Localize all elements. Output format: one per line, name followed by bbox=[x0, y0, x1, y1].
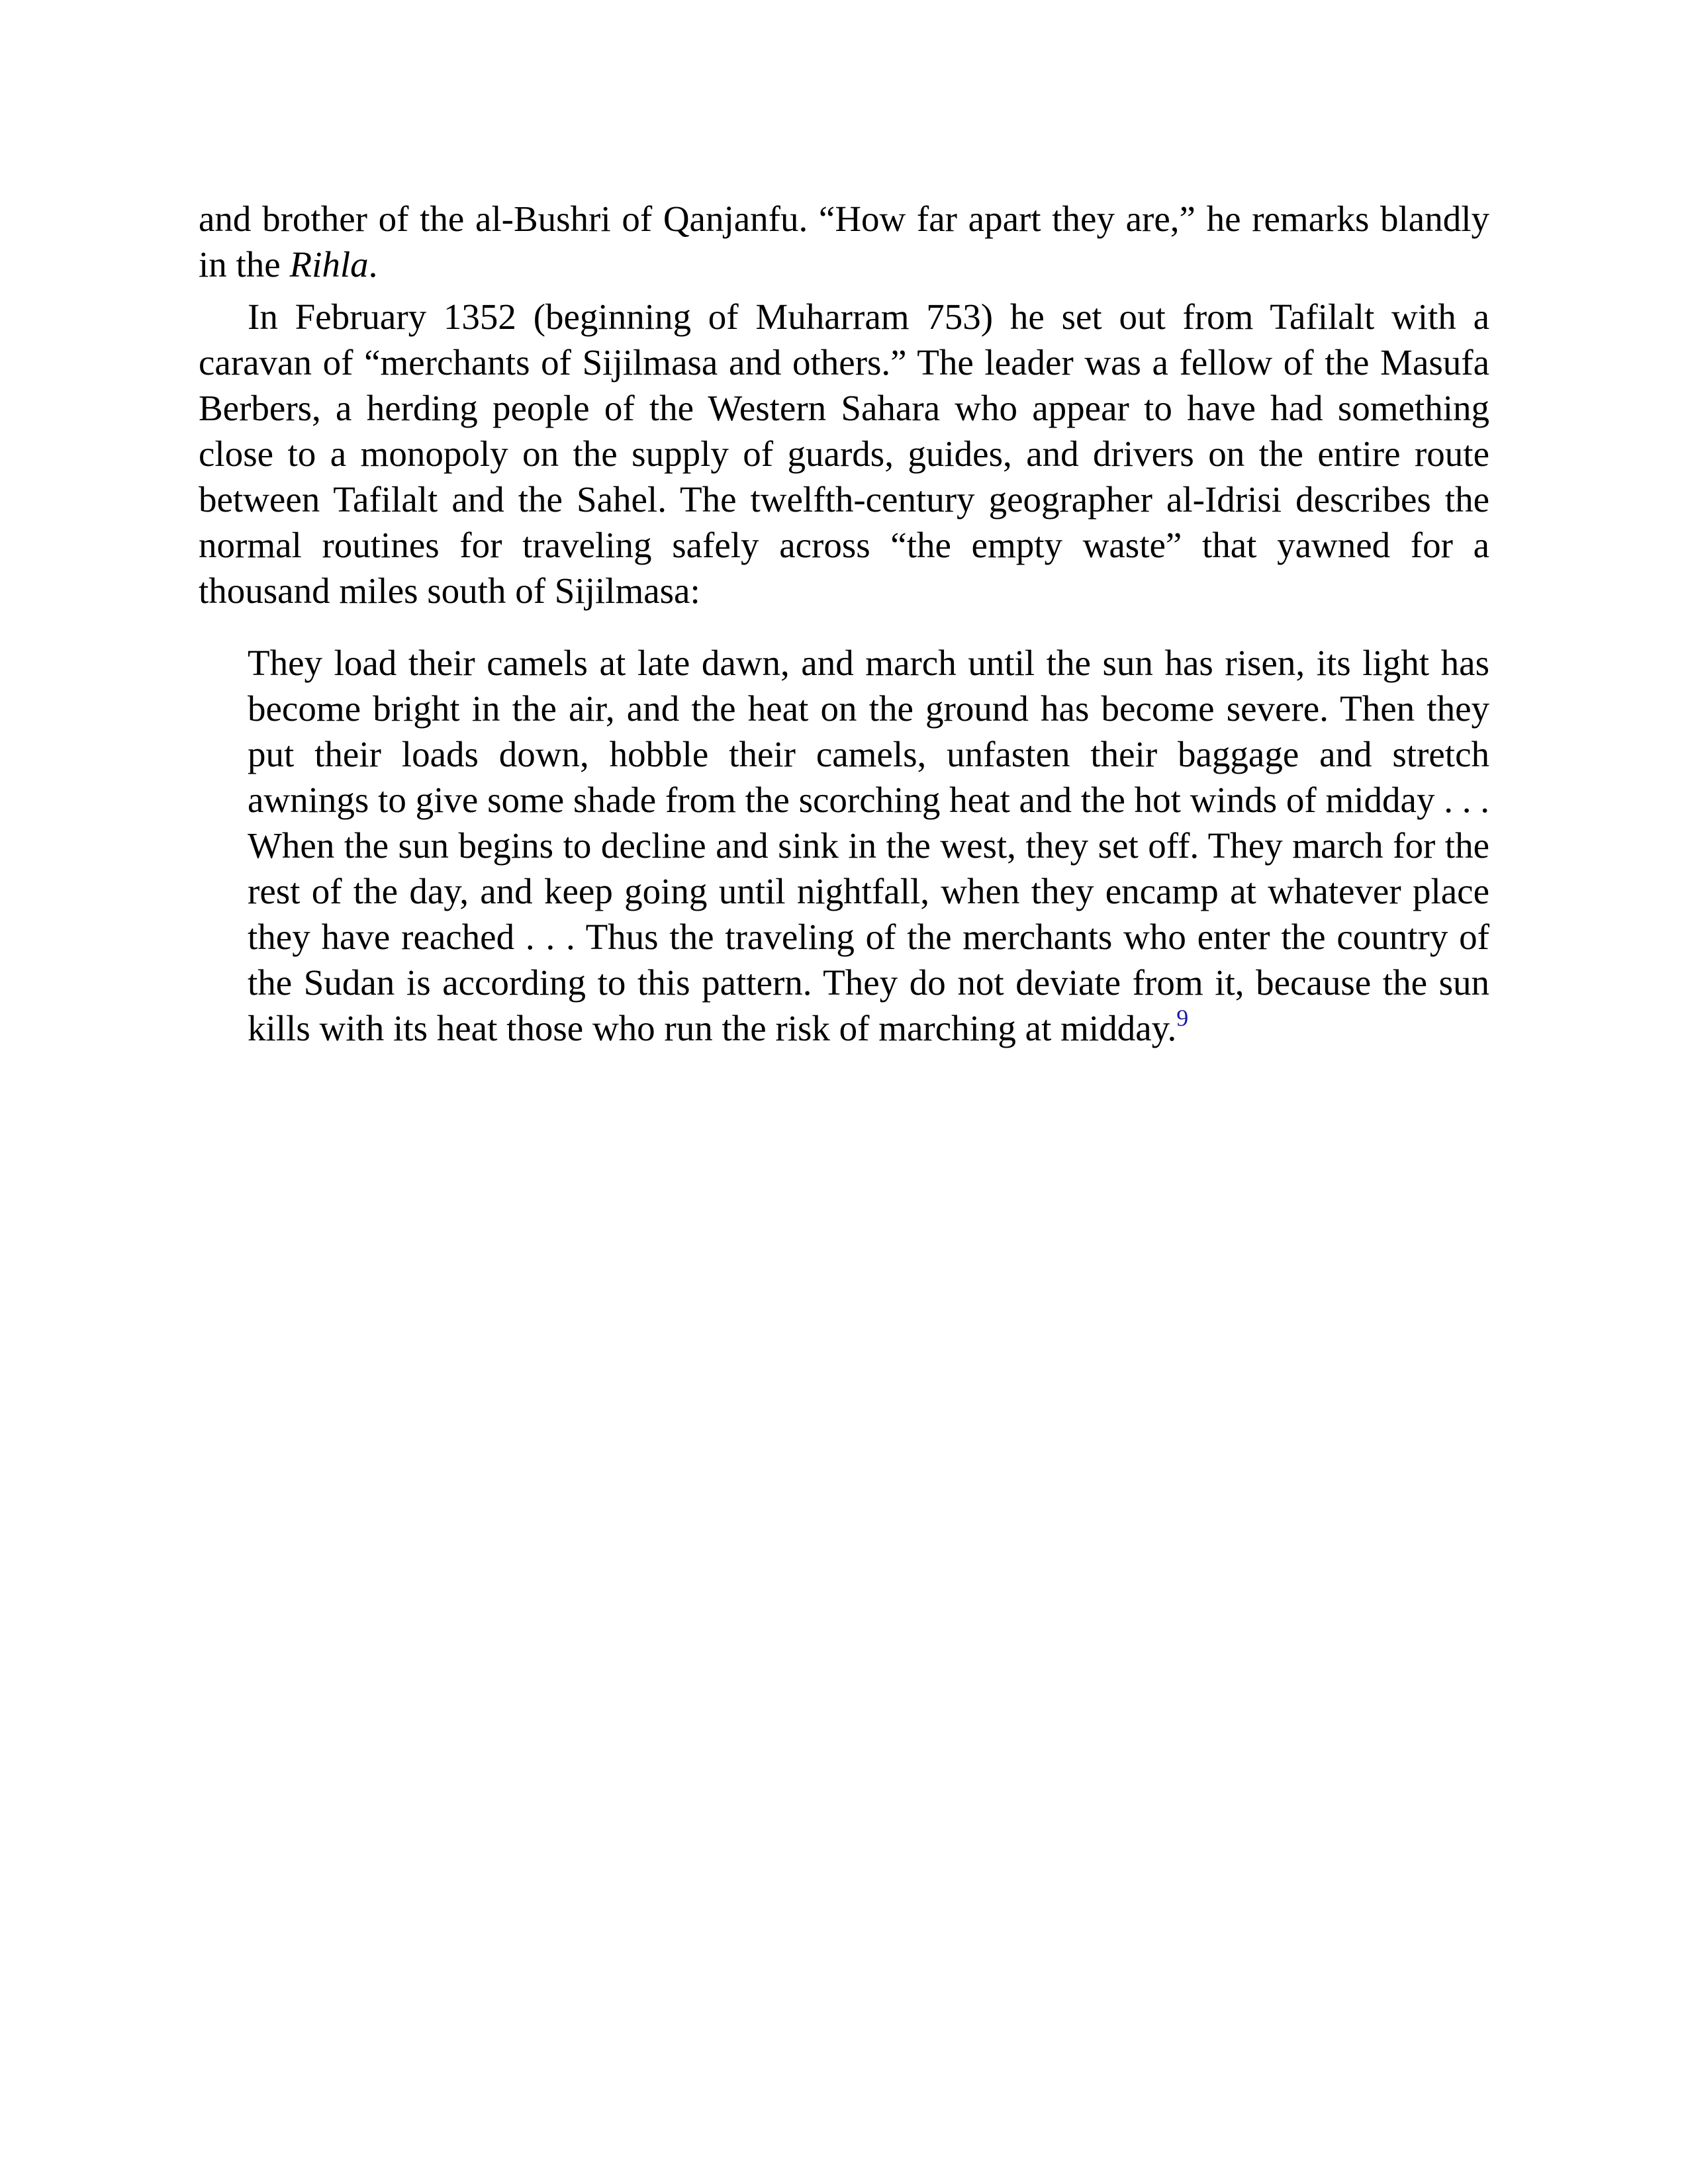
block-quote bbox=[248, 640, 1489, 1051]
book-title-italic: Rihla bbox=[289, 244, 369, 285]
paragraph-1-text: and brother of the al-Bushri of Qanjanfu. “How far apart they are,” he remarks blandly in the bbox=[199, 199, 1489, 285]
paragraph-continuation bbox=[199, 196, 1489, 287]
footnote-link-9[interactable]: 9 bbox=[1176, 1005, 1189, 1031]
body-text bbox=[199, 196, 1489, 1051]
paragraph-1-end: . bbox=[368, 244, 378, 285]
block-quote-text: They load their camels at late dawn, and march until the sun has risen, its light has become bright in the air, and the heat on the ground has become severe. Then they put their loads down, hobble their camels, unfasten their baggage and stretch awnings to give some shade from the scorching heat and the hot winds of midday . . . When the sun begins to decline and sink in the west, they set off. They march for the rest of the day, and keep going until nightfall, when they encamp at whatever place they have reached . . . Thus the traveling of the merchants who enter the country of the Sudan is according to this pattern. They do not deviate from it, because the sun kills with its heat those who run the risk of marching at midday. bbox=[248, 643, 1489, 1048]
paragraph-2: In February 1352 (beginning of Muharram 753) he set out from Tafilalt with a caravan of “merchants of Sijilmasa and others.” The leader was a fellow of the Masufa Berbers, a herding people of the Western Sahara who appear to have had something close to a monopoly on the supply of guards, guides, and drivers on the entire route between Tafilalt and the Sahel. The twelfth-century geographer al-Idrisi describes the normal routines for traveling safely across “the empty waste” that yawned for a thousand miles south of Sijilmasa: bbox=[199, 296, 1489, 611]
